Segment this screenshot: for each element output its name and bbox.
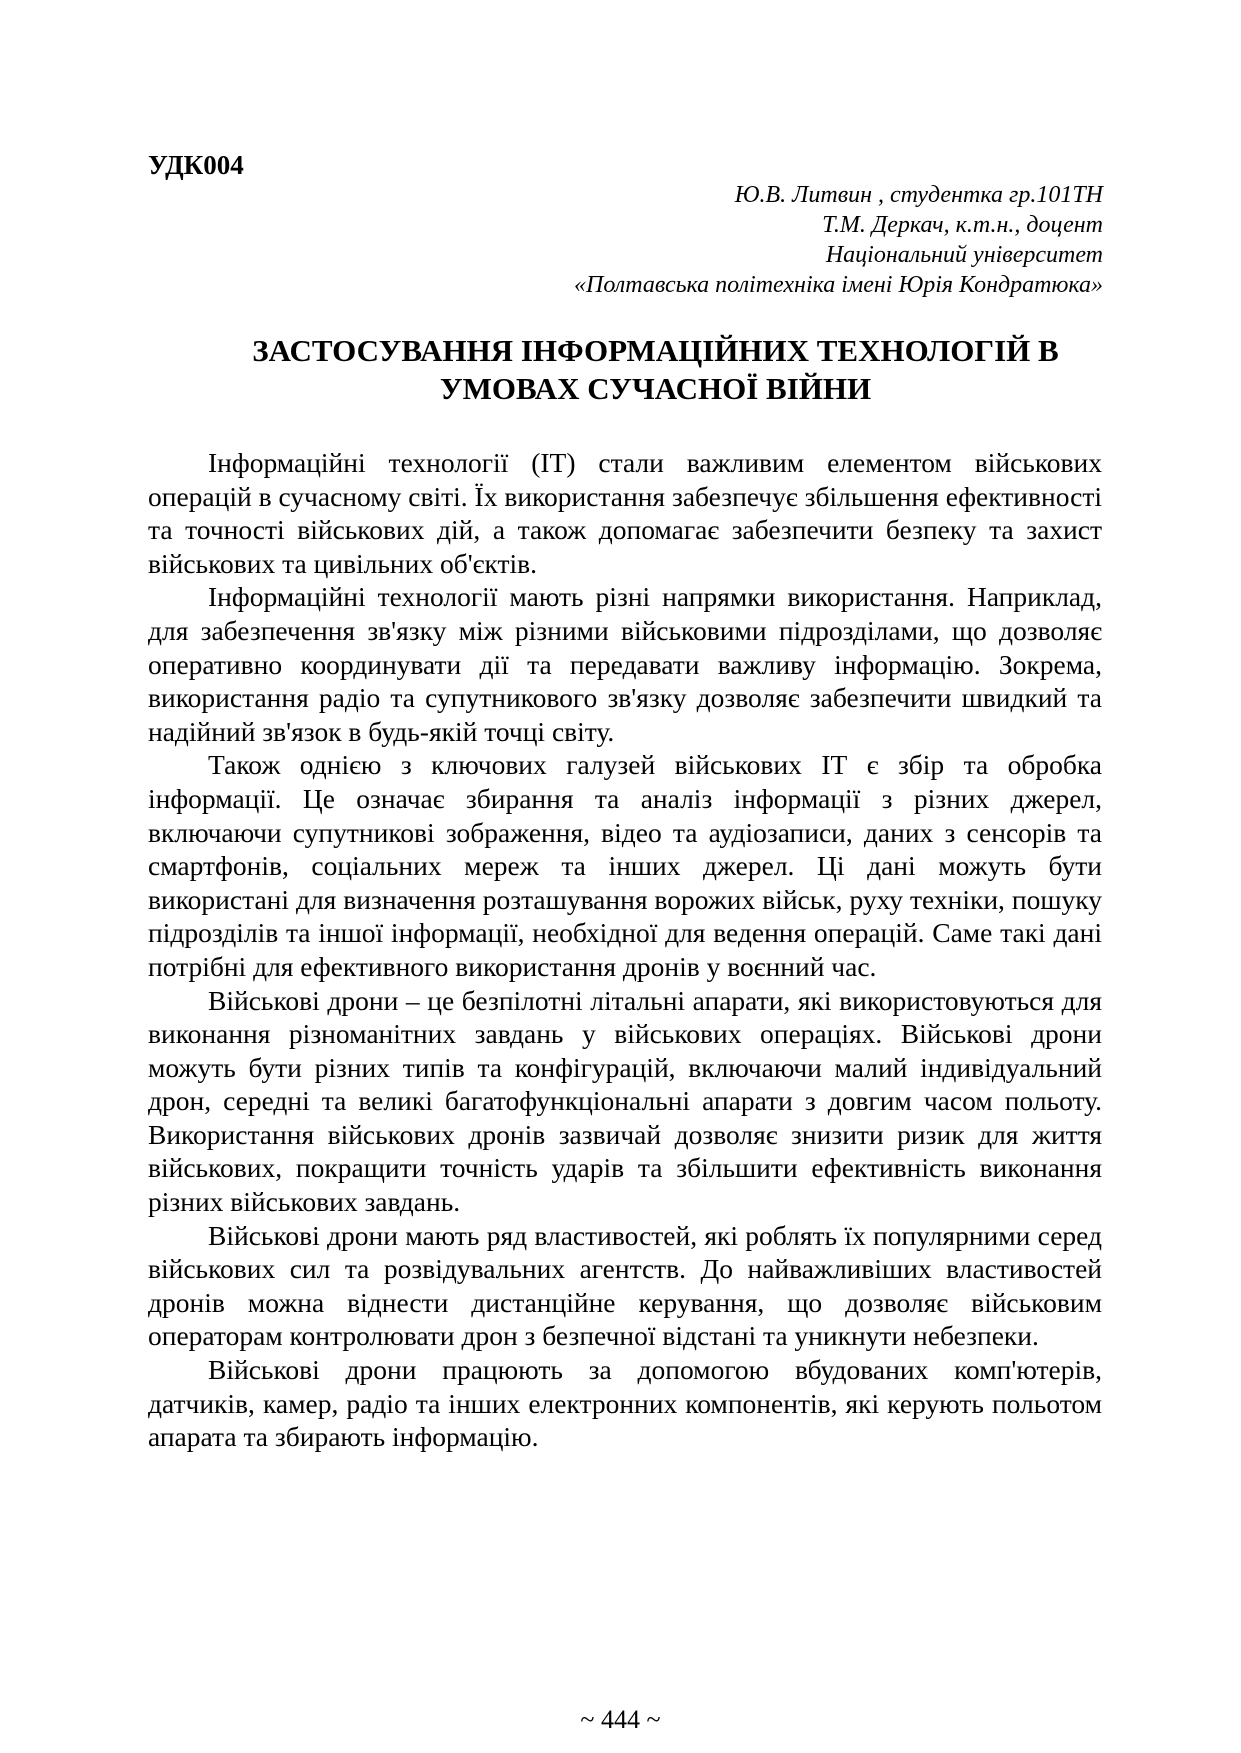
- paragraph: Військові дрони – це безпілотні літальні апарати, які використовуються для виконання різноманітних завдань у військових операціях. Військові дрони можуть бути різних типів та конфігурацій, включаючи малий індивідуальний дрон, середні та великі багатофункціональні апарати з довгим часом польоту. Використання військових дронів зазвичай дозволяє знизити ризик для життя військових, покращити точність ударів та збільшити ефективність виконання різних військових завдань.: [148, 984, 1102, 1218]
- affiliation-line: «Полтавська політехніка імені Юрія Кондратюка»: [574, 272, 1103, 298]
- paragraph: Також однією з ключових галузей військових ІТ є збір та обробка інформації. Це означає збирання та аналіз інформації з різних джерел, включаючи супутникові зображення, відео та аудіозаписи, даних з сенсорів та смартфонів, соціальних мереж та інших джерел. Ці дані можуть бути використані для визначення розташування ворожих військ, руху техніки, пошуку підрозділів та іншої інформації, необхідної для ведення операцій. Саме такі дані потрібні для ефективного використання дронів у воєнний час.: [148, 749, 1102, 982]
- author-line: Ю.В. Литвин , студентка гр.101ТН: [734, 182, 1103, 208]
- paragraph: Військові дрони працюють за допомогою вбудованих комп'ютерів, датчиків, камер, радіо та інших електронних компонентів, які керують польотом апарата та збирають інформацію.: [148, 1354, 1102, 1453]
- affiliation-line: Національний університет: [825, 242, 1103, 268]
- body-text: [148, 446, 1102, 1454]
- author-line: Т.М. Деркач, к.т.н., доцент: [822, 212, 1103, 238]
- udk-code: УДК004: [148, 150, 244, 180]
- paper-title: [148, 332, 1103, 408]
- paragraph: Інформаційні технології (ІТ) стали важливим елементом військових операцій в сучасному світі. Їх використання забезпечує збільшення ефективності та точності військових дій, а також допомагає забезпечити безпеку та захист військових та цивільних об'єктів.: [148, 447, 1102, 579]
- author-block: [574, 180, 1103, 300]
- title-line: УМОВАХ СУЧАСНОЇ ВІЙНИ: [439, 371, 872, 406]
- paragraph: Військові дрони мають ряд властивостей, які роблять їх популярними серед військових сил та розвідувальних агентств. До найважливіших властивостей дронів можна віднести дистанційне керування, що дозволяє військовим операторам контролювати дрон з безпечної відстані та уникнути небезпеки.: [148, 1219, 1102, 1352]
- paragraph: Інформаційні технології мають різні напрямки використання. Наприклад, для забезпечення зв'язку між різними військовими підрозділами, що дозволяє оперативно координувати дії та передавати важливу інформацію. Зокрема, використання радіо та супутникового зв'язку дозволяє забезпечити швидкий та надійний зв'язок в будь-якій точці світу.: [148, 581, 1102, 747]
- page-number: ~ 444 ~: [580, 1705, 661, 1734]
- title-line: ЗАСТОСУВАННЯ ІНФОРМАЦІЙНИХ ТЕХНОЛОГІЙ В: [252, 333, 1059, 368]
